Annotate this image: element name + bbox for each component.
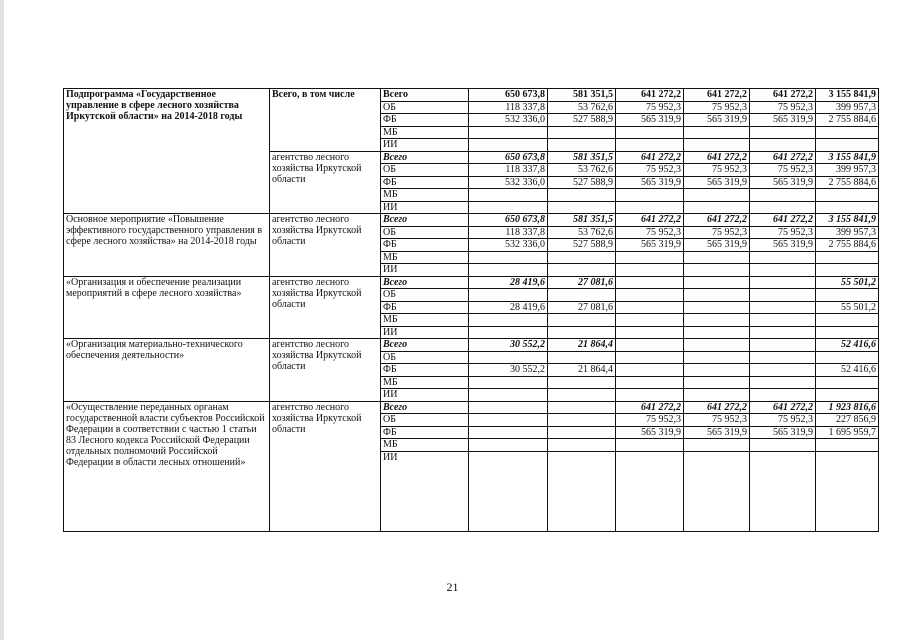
year-value-cell: 527 588,9 [548, 114, 616, 127]
year-value-cell: 650 673,8 [469, 89, 548, 102]
year-value-cell [616, 276, 684, 289]
funding-source-cell: ОБ [381, 351, 469, 364]
year-value-cell [616, 351, 684, 364]
year-value-cell [684, 389, 750, 402]
scan-edge [0, 0, 4, 640]
year-value-cell: 641 272,2 [750, 89, 816, 102]
program-name-cell: «Осуществление переданных органам государственной власти субъектов Российской Федерации в соответствии с частью 1 статьи 83 Лесного кодекса Российской Федерации отдельных полномочий Российской Федерации в области лесных отношений» [64, 401, 270, 531]
year-value-cell: 641 272,2 [616, 89, 684, 102]
year-value-cell [469, 126, 548, 139]
total-value-cell: 2 755 884,6 [816, 239, 879, 252]
year-value-cell: 641 272,2 [684, 89, 750, 102]
year-value-cell: 75 952,3 [616, 414, 684, 427]
year-value-cell: 75 952,3 [684, 414, 750, 427]
year-value-cell [616, 189, 684, 202]
year-value-cell [469, 326, 548, 339]
year-value-cell [616, 251, 684, 264]
year-value-cell: 75 952,3 [616, 164, 684, 177]
year-value-cell: 650 673,8 [469, 151, 548, 164]
year-value-cell [684, 376, 750, 389]
funding-source-cell: ИИ [381, 451, 469, 531]
year-value-cell: 641 272,2 [616, 401, 684, 414]
executor-cell: Всего, в том числе [270, 89, 381, 152]
year-value-cell [684, 139, 750, 152]
total-value-cell [816, 126, 879, 139]
year-value-cell [548, 126, 616, 139]
year-value-cell [469, 264, 548, 277]
year-value-cell: 532 336,0 [469, 176, 548, 189]
year-value-cell [750, 126, 816, 139]
year-value-cell [469, 451, 548, 531]
year-value-cell [469, 201, 548, 214]
total-value-cell: 52 416,6 [816, 364, 879, 377]
year-value-cell [616, 289, 684, 302]
funding-source-cell: МБ [381, 251, 469, 264]
funding-source-cell: МБ [381, 126, 469, 139]
funding-source-cell: ФБ [381, 426, 469, 439]
funding-source-cell: ОБ [381, 226, 469, 239]
total-value-cell [816, 389, 879, 402]
year-value-cell [548, 389, 616, 402]
year-value-cell: 75 952,3 [684, 164, 750, 177]
year-value-cell: 641 272,2 [684, 151, 750, 164]
funding-source-cell: ФБ [381, 364, 469, 377]
year-value-cell [684, 351, 750, 364]
total-value-cell: 399 957,3 [816, 164, 879, 177]
year-value-cell [684, 201, 750, 214]
year-value-cell [616, 376, 684, 389]
year-value-cell: 75 952,3 [684, 226, 750, 239]
total-value-cell: 399 957,3 [816, 226, 879, 239]
year-value-cell [548, 251, 616, 264]
year-value-cell [616, 451, 684, 531]
executor-cell: агентство лесного хозяйства Иркутской области [270, 276, 381, 339]
year-value-cell [616, 326, 684, 339]
funding-source-cell: МБ [381, 439, 469, 452]
year-value-cell: 565 319,9 [616, 239, 684, 252]
year-value-cell: 565 319,9 [684, 176, 750, 189]
executor-cell: агентство лесного хозяйства Иркутской области [270, 339, 381, 402]
funding-source-cell: ФБ [381, 239, 469, 252]
year-value-cell [684, 126, 750, 139]
year-value-cell [548, 426, 616, 439]
total-value-cell [816, 326, 879, 339]
year-value-cell [750, 276, 816, 289]
year-value-cell: 53 762,6 [548, 226, 616, 239]
funding-source-cell: Всего [381, 151, 469, 164]
year-value-cell: 565 319,9 [616, 176, 684, 189]
funding-source-cell: Всего [381, 339, 469, 352]
year-value-cell [469, 376, 548, 389]
year-value-cell [684, 339, 750, 352]
year-value-cell [750, 251, 816, 264]
total-value-cell [816, 376, 879, 389]
total-value-cell [816, 314, 879, 327]
funding-source-cell: Всего [381, 89, 469, 102]
funding-source-cell: ФБ [381, 114, 469, 127]
total-value-cell: 2 755 884,6 [816, 176, 879, 189]
year-value-cell [616, 314, 684, 327]
year-value-cell [469, 389, 548, 402]
year-value-cell [684, 364, 750, 377]
funding-source-cell: ИИ [381, 139, 469, 152]
year-value-cell: 527 588,9 [548, 176, 616, 189]
total-value-cell: 55 501,2 [816, 301, 879, 314]
year-value-cell [750, 289, 816, 302]
year-value-cell: 75 952,3 [684, 101, 750, 114]
year-value-cell: 118 337,8 [469, 226, 548, 239]
year-value-cell: 27 081,6 [548, 301, 616, 314]
year-value-cell: 565 319,9 [750, 176, 816, 189]
year-value-cell: 565 319,9 [684, 239, 750, 252]
year-value-cell [750, 189, 816, 202]
total-value-cell [816, 351, 879, 364]
year-value-cell [548, 201, 616, 214]
funding-source-cell: ИИ [381, 389, 469, 402]
funding-source-cell: Всего [381, 214, 469, 227]
year-value-cell [548, 439, 616, 452]
year-value-cell [684, 301, 750, 314]
year-value-cell: 641 272,2 [750, 401, 816, 414]
table-row [64, 276, 879, 289]
year-value-cell [684, 276, 750, 289]
total-value-cell: 3 155 841,9 [816, 214, 879, 227]
year-value-cell: 641 272,2 [684, 401, 750, 414]
funding-source-cell: ФБ [381, 176, 469, 189]
year-value-cell [548, 326, 616, 339]
funding-source-cell: ОБ [381, 101, 469, 114]
year-value-cell [750, 301, 816, 314]
year-value-cell [750, 451, 816, 531]
funding-source-cell: ИИ [381, 264, 469, 277]
funding-source-cell: ОБ [381, 289, 469, 302]
year-value-cell [750, 351, 816, 364]
year-value-cell [616, 126, 684, 139]
year-value-cell [548, 264, 616, 277]
year-value-cell [469, 351, 548, 364]
year-value-cell [684, 189, 750, 202]
year-value-cell: 75 952,3 [750, 164, 816, 177]
year-value-cell [684, 326, 750, 339]
year-value-cell [548, 401, 616, 414]
year-value-cell: 53 762,6 [548, 101, 616, 114]
total-value-cell: 2 755 884,6 [816, 114, 879, 127]
total-value-cell [816, 451, 879, 531]
total-value-cell [816, 201, 879, 214]
year-value-cell: 30 552,2 [469, 364, 548, 377]
executor-cell: агентство лесного хозяйства Иркутской области [270, 151, 381, 214]
year-value-cell: 581 351,5 [548, 89, 616, 102]
year-value-cell [616, 364, 684, 377]
total-value-cell: 55 501,2 [816, 276, 879, 289]
year-value-cell [469, 189, 548, 202]
year-value-cell: 21 864,4 [548, 339, 616, 352]
year-value-cell [469, 139, 548, 152]
total-value-cell: 3 155 841,9 [816, 89, 879, 102]
year-value-cell [548, 414, 616, 427]
year-value-cell [616, 139, 684, 152]
year-value-cell [616, 389, 684, 402]
year-value-cell: 581 351,5 [548, 151, 616, 164]
total-value-cell: 1 695 959,7 [816, 426, 879, 439]
total-value-cell [816, 439, 879, 452]
year-value-cell [684, 451, 750, 531]
year-value-cell [750, 339, 816, 352]
year-value-cell [548, 351, 616, 364]
year-value-cell: 527 588,9 [548, 239, 616, 252]
year-value-cell: 75 952,3 [750, 101, 816, 114]
total-value-cell: 52 416,6 [816, 339, 879, 352]
year-value-cell: 641 272,2 [616, 151, 684, 164]
year-value-cell: 641 272,2 [684, 214, 750, 227]
year-value-cell [469, 289, 548, 302]
year-value-cell [469, 426, 548, 439]
year-value-cell: 641 272,2 [616, 214, 684, 227]
year-value-cell [616, 201, 684, 214]
year-value-cell: 30 552,2 [469, 339, 548, 352]
year-value-cell [750, 314, 816, 327]
year-value-cell [684, 314, 750, 327]
year-value-cell: 118 337,8 [469, 164, 548, 177]
year-value-cell [750, 376, 816, 389]
total-value-cell: 399 957,3 [816, 101, 879, 114]
year-value-cell [616, 264, 684, 277]
year-value-cell: 27 081,6 [548, 276, 616, 289]
year-value-cell: 565 319,9 [750, 114, 816, 127]
year-value-cell [616, 301, 684, 314]
year-value-cell: 641 272,2 [750, 151, 816, 164]
year-value-cell: 565 319,9 [750, 239, 816, 252]
funding-source-cell: ОБ [381, 164, 469, 177]
total-value-cell [816, 264, 879, 277]
year-value-cell: 565 319,9 [616, 114, 684, 127]
total-value-cell [816, 139, 879, 152]
program-name-cell: «Организация материально-технического обеспечения деятельности» [64, 339, 270, 402]
year-value-cell [750, 201, 816, 214]
year-value-cell: 565 319,9 [616, 426, 684, 439]
table-row [64, 214, 879, 227]
program-name-cell: «Организация и обеспечение реализации мероприятий в сфере лесного хозяйства» [64, 276, 270, 339]
table-row [64, 339, 879, 352]
year-value-cell: 53 762,6 [548, 164, 616, 177]
year-value-cell [548, 189, 616, 202]
year-value-cell [750, 389, 816, 402]
year-value-cell [548, 139, 616, 152]
year-value-cell [548, 314, 616, 327]
year-value-cell [750, 139, 816, 152]
year-value-cell [469, 251, 548, 264]
funding-source-cell: МБ [381, 189, 469, 202]
total-value-cell [816, 251, 879, 264]
year-value-cell: 641 272,2 [750, 214, 816, 227]
funding-source-cell: ИИ [381, 201, 469, 214]
year-value-cell [469, 314, 548, 327]
total-value-cell: 227 856,9 [816, 414, 879, 427]
funding-source-cell: Всего [381, 276, 469, 289]
total-value-cell [816, 189, 879, 202]
funding-source-cell: ИИ [381, 326, 469, 339]
year-value-cell [750, 264, 816, 277]
total-value-cell [816, 289, 879, 302]
year-value-cell: 565 319,9 [750, 426, 816, 439]
year-value-cell: 28 419,6 [469, 276, 548, 289]
year-value-cell [750, 439, 816, 452]
year-value-cell: 581 351,5 [548, 214, 616, 227]
funding-source-cell: ФБ [381, 301, 469, 314]
year-value-cell [469, 401, 548, 414]
funding-source-cell: МБ [381, 376, 469, 389]
funding-source-cell: ОБ [381, 414, 469, 427]
total-value-cell: 1 923 816,6 [816, 401, 879, 414]
year-value-cell [750, 364, 816, 377]
year-value-cell [684, 251, 750, 264]
year-value-cell: 75 952,3 [750, 414, 816, 427]
year-value-cell: 75 952,3 [616, 226, 684, 239]
year-value-cell [616, 439, 684, 452]
funding-source-cell: МБ [381, 314, 469, 327]
year-value-cell [750, 326, 816, 339]
year-value-cell: 532 336,0 [469, 114, 548, 127]
page-number: 21 [446, 580, 459, 594]
year-value-cell: 75 952,3 [750, 226, 816, 239]
year-value-cell [684, 264, 750, 277]
year-value-cell [548, 289, 616, 302]
total-value-cell: 3 155 841,9 [816, 151, 879, 164]
program-name-cell: Подпрограмма «Государственное управление в сфере лесного хозяйства Иркутской области» на 2014-2018 годы [64, 89, 270, 214]
year-value-cell: 75 952,3 [616, 101, 684, 114]
executor-cell: агентство лесного хозяйства Иркутской области [270, 214, 381, 277]
funding-source-cell: Всего [381, 401, 469, 414]
year-value-cell: 650 673,8 [469, 214, 548, 227]
year-value-cell [616, 339, 684, 352]
year-value-cell [469, 439, 548, 452]
executor-cell: агентство лесного хозяйства Иркутской области [270, 401, 381, 531]
year-value-cell: 28 419,6 [469, 301, 548, 314]
year-value-cell: 532 336,0 [469, 239, 548, 252]
year-value-cell [684, 439, 750, 452]
table-row [64, 401, 879, 414]
budget-table [63, 88, 879, 532]
year-value-cell: 565 319,9 [684, 426, 750, 439]
year-value-cell [684, 289, 750, 302]
year-value-cell: 565 319,9 [684, 114, 750, 127]
year-value-cell: 118 337,8 [469, 101, 548, 114]
table-row [64, 89, 879, 102]
program-name-cell: Основное мероприятие «Повышение эффективного государственного управления в сфере лесного хозяйства» на 2014-2018 годы [64, 214, 270, 277]
year-value-cell [469, 414, 548, 427]
year-value-cell [548, 451, 616, 531]
year-value-cell [548, 376, 616, 389]
year-value-cell: 21 864,4 [548, 364, 616, 377]
